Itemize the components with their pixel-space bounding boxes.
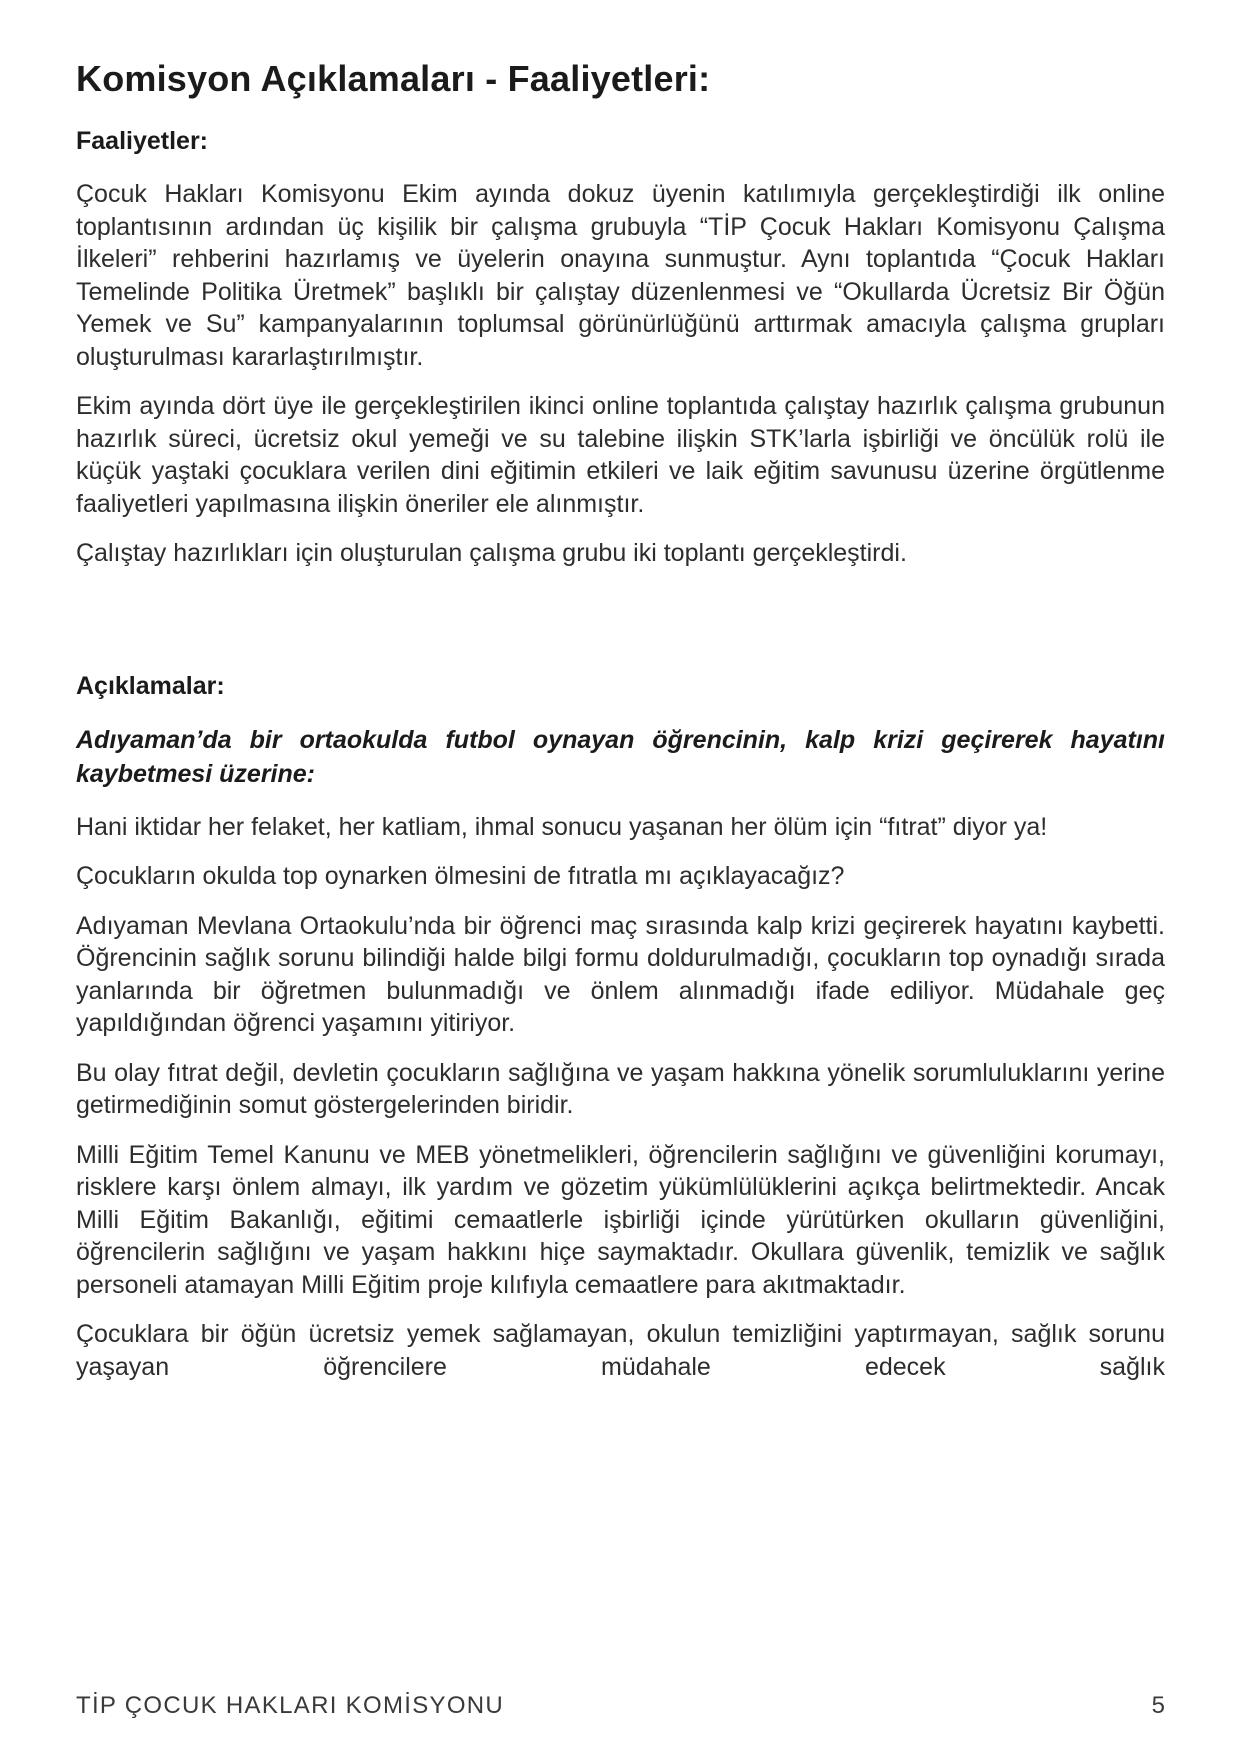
paragraph-aciklamalar-4: Bu olay fıtrat değil, devletin çocukların sağlığına ve yaşam hakkına yönelik sorumluluklarını yerine getirmediğinin somut göstergelerinden biridir. (76, 1058, 1165, 1119)
paragraph-aciklamalar-5: Milli Eğitim Temel Kanunu ve MEB yönetmelikleri, öğrencilerin sağlığını ve güvenliğini korumayı, risklere karşı önlem almayı, ilk yardım ve gözetim yükümlülüklerini açıkça belirtmektedir. Ancak Milli Eğitim Bakanlığı, eğitimi cemaatlerle işbirliği içinde yürütürken okulların güvenliğini, öğrencilerin sağlığını ve yaşam hakkını hiçe saymaktadır. Okullara güvenlik, temizlik ve sağlık personeli atamayan Milli Eğitim proje kılıfıyla cemaatlere para akıtmaktadır. (76, 1140, 1165, 1299)
paragraph-faaliyetler-3: Çalıştay hazırlıkları için oluşturulan çalışma grubu iki toplantı gerçekleştirdi. (76, 539, 907, 567)
page-title: Komisyon Açıklamaları - Faaliyetleri: (76, 58, 711, 99)
paragraph-aciklamalar-2: Çocukların okulda top oynarken ölmesini de fıtratla mı açıklayacağız? (76, 862, 845, 890)
page-number: 5 (1151, 1692, 1165, 1719)
statement-title: Adıyaman’da bir ortaokulda futbol oynayan öğrencinin, kalp krizi geçirerek hayatını kaybetmesi üzerine: (76, 725, 1165, 788)
paragraph-aciklamalar-1: Hani iktidar her felaket, her katliam, ihmal sonucu yaşanan her ölüm için “fıtrat” diyor ya! (76, 812, 1048, 841)
paragraph-faaliyetler-1: Çocuk Hakları Komisyonu Ekim ayında dokuz üyenin katılımıyla gerçekleştirdiği ilk online toplantısının ardından üç kişilik bir çalışma grubuyla “TİP Çocuk Hakları Komisyonu Çalışma İlkeleri” rehberini hazırlamış ve üyelerin onayına sunmuştur. Aynı toplantıda “Çocuk Hakları Temelinde Politika Üretmek” başlıklı bir çalıştay düzenlenmesi ve “Okullarda Ücretsiz Bir Öğün Yemek ve Su” kampanyalarının toplumsal görünürlüğünü arttırmak amacıyla çalışma grupları oluşturulması kararlaştırılmıştır. (76, 180, 1165, 371)
section-aciklamalar (76, 672, 1165, 1384)
page-footer (76, 1692, 1165, 1720)
section-faaliyetler (76, 127, 1165, 570)
paragraph-faaliyetler-2: Ekim ayında dört üye ile gerçekleştirilen ikinci online toplantıda çalıştay hazırlık çalışma grubunun hazırlık süreci, ücretsiz okul yemeği ve su talebine ilişkin STK’larla işbirliği ve öncülük rolü ile küçük yaştaki çocuklara verilen dini eğitimin etkileri ve laik eğitim savunusu üzerine örgütlenme faaliyetleri yapılmasına ilişkin öneriler ele alınmıştır. (76, 392, 1165, 518)
footer-organization-label: TİP ÇOCUK HAKLARI KOMİSYONU (76, 1692, 505, 1719)
section-heading-aciklamalar: Açıklamalar: (76, 671, 225, 700)
paragraph-aciklamalar-3: Adıyaman Mevlana Ortaokulu’nda bir öğrenci maç sırasında kalp krizi geçirerek hayatını kaybetti. Öğrencinin sağlık sorunu bilindiği halde bilgi formu doldurulmadığı, çocukların top oynadığı sırada yanlarında bir öğretmen bulunmadığı ve önlem alınmadığı ifade ediliyor. Müdahale geç yapıldığından öğrenci yaşamını yitiriyor. (76, 911, 1165, 1037)
section-heading-faaliyetler: Faaliyetler: (76, 127, 209, 155)
paragraph-aciklamalar-6: Çocuklara bir öğün ücretsiz yemek sağlamayan, okulun temizliğini yaptırmayan, sağlık sorunu yaşayan öğrencilere müdahale edecek sağlık (76, 1320, 1165, 1381)
